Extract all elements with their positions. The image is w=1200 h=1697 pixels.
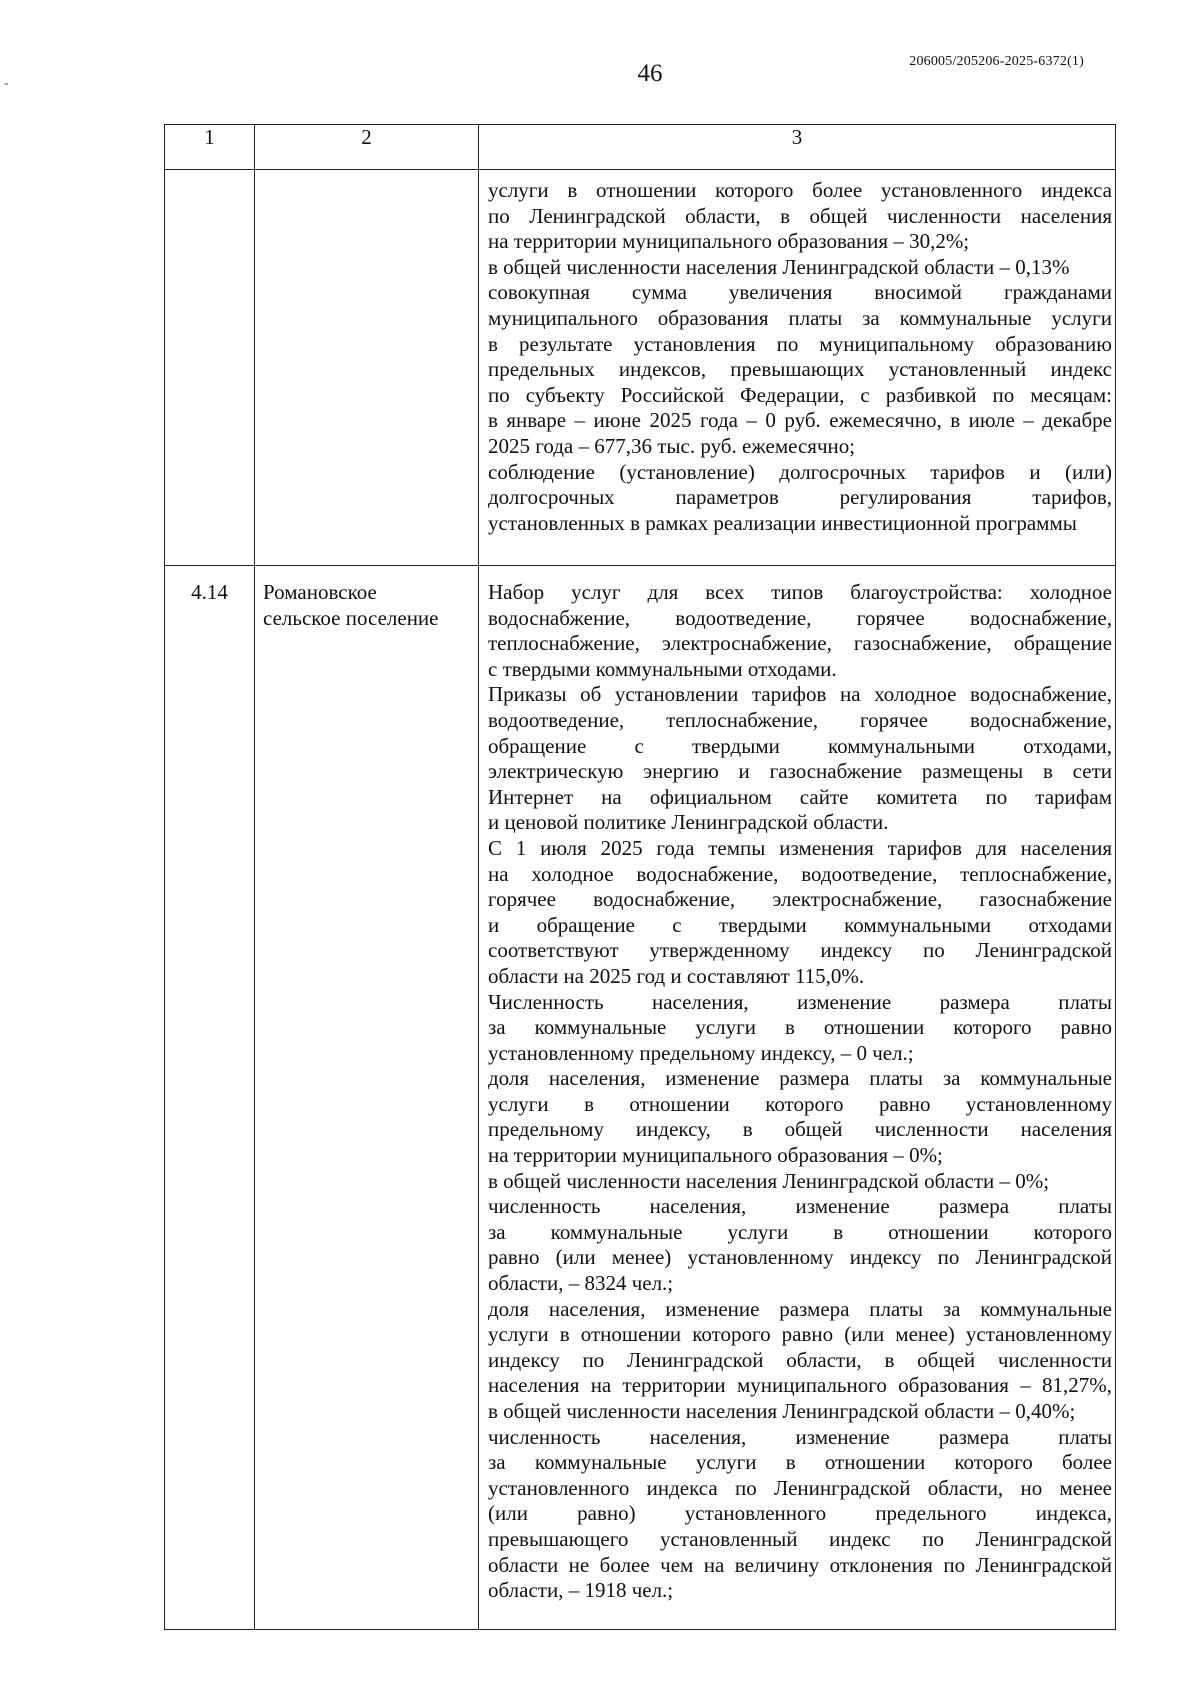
row-description (479, 566, 1116, 1630)
continuation-text-line: по Ленинградской области, в общей численности населения (488, 203, 1112, 228)
description-text-line: равно (или менее) установленному индексу по Ленинградской (488, 1245, 1112, 1270)
table-header-row (165, 125, 1116, 170)
description-text-line: установленному предельному индексу, – 0 чел.; (488, 1040, 914, 1065)
description-text-line: численность населения, изменение размера платы (488, 1194, 1112, 1219)
row-number: 4.14 (165, 566, 255, 1630)
description-text-line: с твердыми коммунальными отходами. (488, 656, 837, 681)
description-text-line: Приказы об установлении тарифов на холодное водоснабжение, (488, 682, 1112, 707)
description-text-line: и ценовой политике Ленинградской области. (488, 810, 889, 835)
description-text-line: за коммунальные услуги в отношении которого равно (488, 1015, 1112, 1040)
tariff-table (164, 124, 1116, 1630)
description-text-line: населения на территории муниципального образования – 81,27%, (488, 1373, 1112, 1398)
description-text-line: соответствуют утвержденному индексу по Ленинградской (488, 938, 1112, 963)
description-text-line: С 1 июля 2025 года темпы изменения тарифов для населения (488, 835, 1112, 860)
description-text-line: предельному индексу, в общей численности населения (488, 1117, 1112, 1142)
continuation-text-line: соблюдение (установление) долгосрочных тарифов и (или) (488, 459, 1112, 484)
description-text-line: горячее водоснабжение, электроснабжение, газоснабжение (488, 887, 1112, 912)
row-number-cell (165, 170, 255, 566)
continuation-text-line: в результате установления по муниципальному образованию (488, 331, 1112, 356)
table-row-continuation (165, 170, 1116, 566)
description-text-line: за коммунальные услуги в отношении которого (488, 1219, 1112, 1244)
page-number: 46 (637, 60, 663, 87)
column-header-2: 2 (255, 125, 479, 170)
column-header-3: 3 (479, 125, 1116, 170)
continuation-text-line: услуги в отношении которого более установленного индекса (488, 178, 1112, 202)
continuation-text-line: 2025 года – 677,36 тыс. руб. ежемесячно; (488, 433, 856, 458)
continuation-text-line: в январе – июне 2025 года – 0 руб. ежемесячно, в июле – декабре (488, 408, 1112, 433)
description-text-line: превышающего установленный индекс по Ленинградской (488, 1526, 1112, 1551)
continuation-text-line: по субъекту Российской Федерации, с разбивкой по месяцам: (488, 382, 1112, 407)
continuation-text-line: установленных в рамках реализации инвестиционной программы (488, 510, 1077, 535)
continuation-text-line: долгосрочных параметров регулирования тарифов, (488, 485, 1112, 510)
description-text-line: Численность населения, изменение размера платы (488, 989, 1112, 1014)
description-text-line: Интернет на официальном сайте комитета по тарифам (488, 784, 1112, 809)
description-text-line: теплоснабжение, электроснабжение, газоснабжение, обращение (488, 631, 1112, 656)
description-text-line: на территории муниципального образования – 0%; (488, 1143, 943, 1168)
description-text-line: области, – 8324 чел.; (488, 1271, 674, 1296)
table-row (165, 566, 1116, 1630)
description-text-line: доля населения, изменение размера платы за коммунальные (488, 1296, 1112, 1321)
description-text-line: установленного индекса по Ленинградской области, но менее (488, 1475, 1112, 1500)
description-text-line: индексу по Ленинградской области, в общей численности (488, 1347, 1112, 1372)
description-text-line: численность населения, изменение размера платы (488, 1424, 1112, 1449)
description-text-line: водоотведение, теплоснабжение, горячее водоснабжение, (488, 707, 1112, 732)
description-text-line: обращение с твердыми коммунальными отходами, (488, 733, 1112, 758)
description-text-line: доля населения, изменение размера платы за коммунальные (488, 1066, 1112, 1091)
settlement-name (255, 566, 479, 1630)
column-header-1: 1 (165, 125, 255, 170)
continuation-text-line: в общей численности населения Ленинградской области – 0,13% (488, 254, 1070, 279)
continuation-text-line: на территории муниципального образования – 30,2%; (488, 229, 970, 254)
description-text-line: услуги в отношении которого равно (или менее) установленному (488, 1322, 1112, 1347)
description-text-line: области на 2025 год и составляют 115,0%. (488, 963, 865, 988)
description-text-line: на холодное водоснабжение, водоотведение, теплоснабжение, (488, 861, 1112, 886)
row-description-cell (479, 170, 1116, 566)
description-text-line: (или равно) установленного предельного индекса, (488, 1501, 1112, 1526)
description-text-line: электрическую энергию и газоснабжение размещены в сети (488, 759, 1112, 784)
continuation-text-line: предельных индексов, превышающих установленный индекс (488, 357, 1112, 382)
continuation-text-line: совокупная сумма увеличения вносимой гражданами (488, 280, 1112, 305)
scan-mark: - (4, 76, 9, 91)
description-text-line: за коммунальные услуги в отношении которого более (488, 1450, 1112, 1475)
row-name-cell (255, 170, 479, 566)
description-text-line: области не более чем на величину отклонения по Ленинградской (488, 1552, 1112, 1577)
description-text-line: в общей численности населения Ленинградской области – 0%; (488, 1168, 1050, 1193)
description-text-line: Набор услуг для всех типов благоустройства: холодное (488, 580, 1112, 604)
document-id: 206005/205206-2025-6372(1) (909, 54, 1084, 69)
settlement-name-line-1: Романовское (263, 580, 377, 604)
description-text-line: в общей численности населения Ленинградской области – 0,40%; (488, 1399, 1076, 1423)
settlement-name-line-2: сельское поселение (263, 605, 439, 630)
description-text-line: и обращение с твердыми коммунальными отходами (488, 912, 1112, 937)
description-text-line: области, – 1918 чел.; (488, 1578, 674, 1603)
description-text-line: услуги в отношении которого равно установленному (488, 1091, 1112, 1116)
description-text-line: водоснабжение, водоотведение, горячее водоснабжение, (488, 605, 1112, 630)
continuation-text-line: муниципального образования платы за коммунальные услуги (488, 305, 1112, 330)
